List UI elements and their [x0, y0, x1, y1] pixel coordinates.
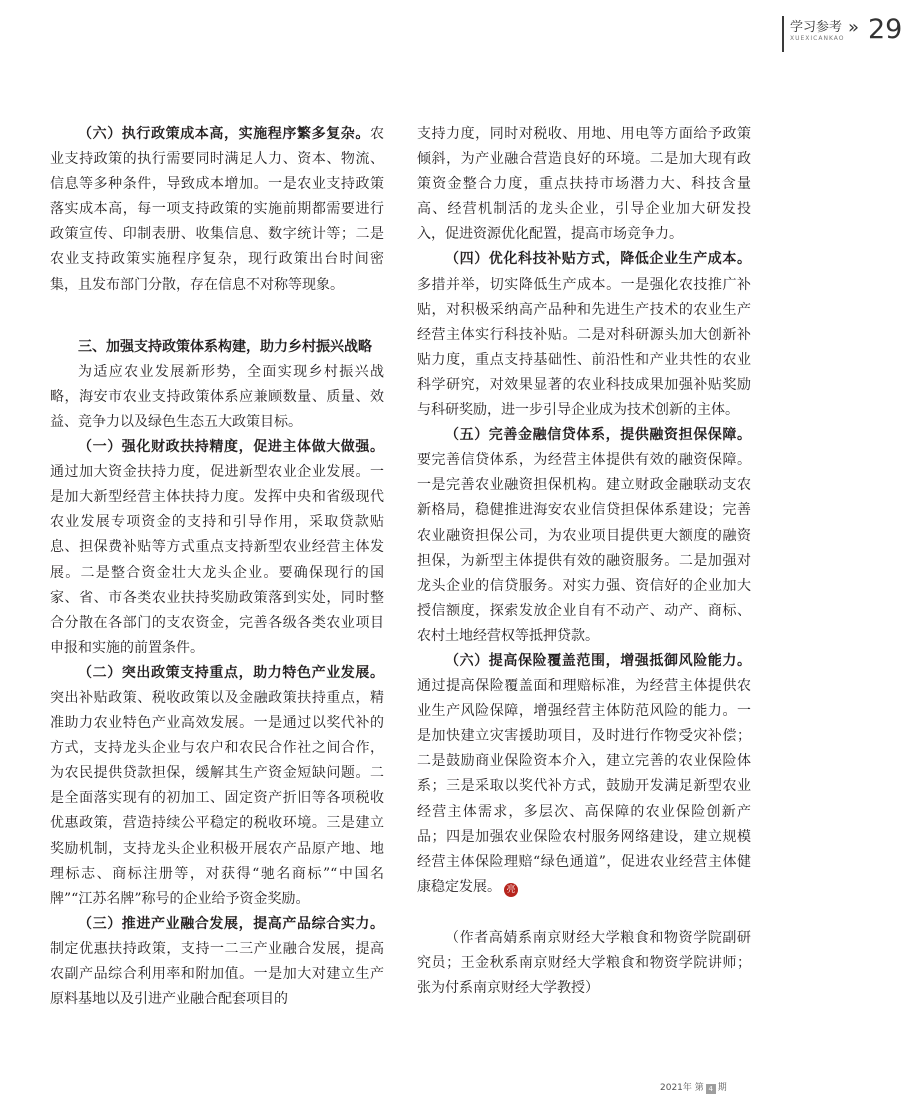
journal-title: 学习参考 [790, 20, 843, 35]
section-heading: 三、加强支持政策体系构建，助力乡村振兴战略 [78, 338, 372, 355]
end-mark-icon: 亮 [504, 883, 518, 897]
paragraph-body: 农业支持政策的执行需要同时满足人力、资本、物流、信息等多种条件，导致成本增加。一是农业支持政策落实成本高，每一项支持政策的实施前期都需要进行政策宣传、印制表册、收集信息、数字统计等；二是农业支持政策实施程序复杂，现行政策出台时间密集，且发布部门分散，存在信息不对称等现象。 [50, 126, 384, 293]
paragraph-body: 制定优惠扶持政策，支持一二三产业融合发展，提高农副产品综合利用率和附加值。一是加大对建立生产原料基地以及引进产业融合配套项目的 [50, 940, 384, 1008]
paragraph-body: 通过加大资金扶持力度，促进新型农业企业发展。一是加大新型经营主体扶持力度。发挥中央和省级现代农业发展专项资金的支持和引导作用，采取贷款贴息、担保费补贴等方式重点支持新型农业经营主体发展。二是整合资金壮大龙头企业。要确保现行的国家、省、市各类农业扶持奖励政策落到实处，同时整合分散在各部门的支农资金，完善各级各类农业项目申报和实施的前置条件。 [50, 464, 384, 656]
footer-year: 2021年 第 [660, 1083, 704, 1093]
paragraph [417, 247, 751, 423]
paragraph: 支持力度，同时对税收、用地、用电等方面给予政策倾斜，为产业融合营造良好的环境。二是加大现有政策资金整合力度，重点扶持市场潜力大、科技含量高、经营机制活的龙头企业，引导企业加大研发投入，促进资源优化配置，提高市场竞争力。 [417, 126, 751, 243]
paragraph-heading: （六）提高保险覆盖范围，增强抵御风险能力。 [445, 652, 751, 669]
paragraph [417, 423, 751, 649]
paragraph-body: 多措并举，切实降低生产成本。一是强化农技推广补贴，对积极采纳高产品种和先进生产技术的农业生产经营主体实行科技补贴。二是对科研源头加大创新补贴力度，重点支持基础性、前沿性和产业共性的农业科学研究，对效果显著的农业科技成果加强补贴奖励与科研奖励，进一步引导企业成为技术创新的主体。 [417, 276, 751, 419]
paragraph [50, 661, 384, 912]
paragraph-body: 要完善信贷体系，为经营主体提供有效的融资保障。一是完善农业融资担保机构。建立财政金融联动支农新格局，稳健推进海安农业信贷担保体系建设；完善农业融资担保公司，为农业项目提供更大额度的融资担保，为新型主体提供有效的融资服务。二是加强对龙头企业的信贷服务。对实力强、资信好的企业加大授信额度，探索发放企业自有不动产、动产、商标、农村土地经营权等抵押贷款。 [417, 452, 751, 644]
issue-number: 4 [706, 1084, 716, 1094]
right-column [417, 122, 751, 1001]
paragraph-heading: （一）强化财政扶持精度，促进主体做大做强。 [78, 439, 384, 456]
paragraph [50, 912, 384, 1012]
page-number: 29 [868, 14, 902, 45]
paragraph [50, 435, 384, 661]
footer-period: 期 [717, 1083, 727, 1093]
page-footer [660, 1080, 727, 1094]
chevron-right-icon: » [848, 17, 860, 38]
left-column [50, 122, 384, 1012]
paragraph [50, 122, 384, 298]
author-note: （作者高婧系南京财经大学粮食和物资学院副研究员；王金秋系南京财经大学粮食和物资学院讲师；张为付系南京财经大学教授） [417, 929, 751, 997]
header-divider [782, 16, 784, 52]
paragraph-heading: （六）执行政策成本高，实施程序繁多复杂。 [78, 126, 370, 142]
paragraph-heading: （四）优化科技补贴方式，降低企业生产成本。 [445, 251, 751, 268]
paragraph: 为适应农业发展新形势，全面实现乡村振兴战略，海安市农业支持政策体系应兼顾数量、质量、效益、竞争力以及绿色生态五大政策目标。 [50, 363, 384, 430]
paragraph-heading: （二）突出政策支持重点，助力特色产业发展。 [78, 664, 384, 681]
paragraph-heading: （三）推进产业融合发展，提高产品综合实力。 [78, 915, 384, 932]
paragraph-body: 突出补贴政策、税收政策以及金融政策扶持重点，精准助力农业特色产业高效发展。一是通过以奖代补的方式，支持龙头企业与农户和农民合作社之间合作，为农民提供贷款担保，缓解其生产资金短缺问题。二是全面落实现有的初加工、固定资产折旧等各项税收优惠政策，营造持续公平稳定的税收环境。三是建立奖励机制，支持龙头企业积极开展农产品原产地、地理标志、商标注册等，对获得“驰名商标”“中国名牌”“江苏名牌”称号的企业给予资金奖励。 [50, 689, 384, 907]
paragraph [417, 649, 751, 900]
journal-subtitle: XUEXICANKAO [790, 35, 845, 42]
paragraph-body: 通过提高保险覆盖面和理赔标准，为经营主体提供农业生产风险保障，增强经营主体防范风险的能力。一是加快建立灾害援助项目，及时进行作物受灾补偿；二是鼓励商业保险资本介入，建立完善的农业保险体系；三是采取以奖代补方式，鼓励开发满足新型农业经营主体需求，多层次、高保障的农业保险创新产品；四是加强农业保险农村服务网络建设，建立规模经营主体保险理赔“绿色通道”，促进农业经营主体健康稳定发展。 [417, 678, 751, 895]
paragraph-heading: （五）完善金融信贷体系，提供融资担保保障。 [445, 427, 751, 444]
